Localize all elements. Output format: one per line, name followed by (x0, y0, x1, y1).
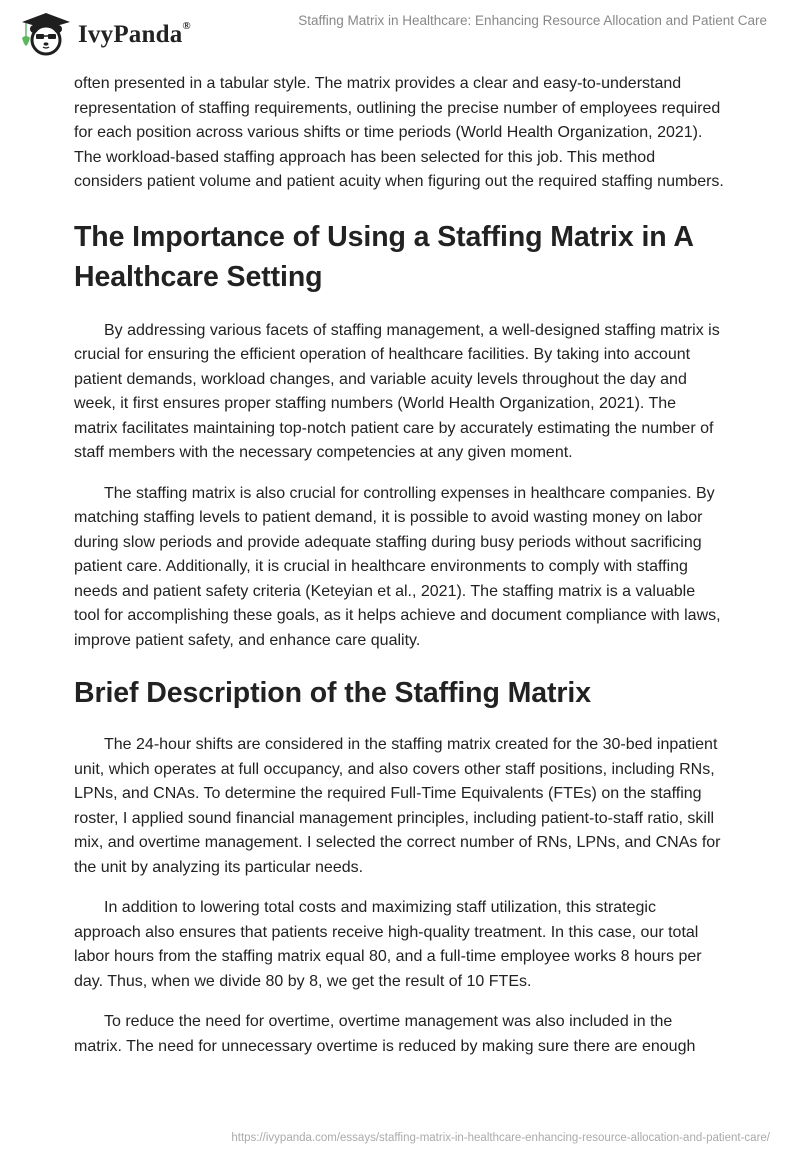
paragraph: In addition to lowering total costs and maximizing staff utilization, this strategic approach also ensures that patients receive high-quality treatment. In this case, our total labor hours from the staffing matrix equal 80, and a full-time employee works 8 hours per day. Thus, when we divide 80 by 8, we get the result of 10 FTEs. (74, 899, 702, 990)
essay-content (74, 72, 724, 1075)
paragraph: The 24-hour shifts are considered in the staffing matrix created for the 30-bed inpatient unit, which operates at full occupancy, and also covers other staff positions, including RNs, LPNs, and CNAs. To determine the required Full-Time Equivalents (FTEs) on the staffing roster, I applied sound financial management principles, including patient-to-staff ratio, skill mix, and overtime management. I selected the correct number of RNs, LPNs, and CNAs for the unit by analyzing its particular needs. (74, 736, 721, 876)
paragraph: The staffing matrix is also crucial for controlling expenses in healthcare companies. By matching staffing levels to patient demand, it is possible to avoid wasting money on labor during slow periods and provide adequate staffing during busy periods without sacrificing patient care. Additionally, it is crucial in healthcare environments to comply with staffing needs and patient safety criteria (Keteyian et al., 2021). The staffing matrix is a valuable tool for accomplishing these goals, as it helps achieve and document compliance with laws, improve patient safety, and enhance care quality. (74, 484, 721, 649)
ivypanda-logo[interactable] (18, 8, 191, 58)
panda-graduate-icon (18, 8, 74, 58)
document-title: Staffing Matrix in Healthcare: Enhancing Resource Allocation and Patient Care (298, 13, 767, 28)
section-heading-brief-description: Brief Description of the Staffing Matrix (74, 677, 591, 709)
page-header (0, 0, 800, 60)
paragraph: To reduce the need for overtime, overtime management was also included in the matrix. The need for unnecessary overtime is reduced by making sure there are enough (74, 1013, 696, 1055)
source-url-link[interactable]: https://ivypanda.com/essays/staffing-matrix-in-healthcare-enhancing-resource-allocation-and-patient-care/ (231, 1132, 770, 1144)
logo-wordmark (78, 21, 191, 49)
paragraph: By addressing various facets of staffing management, a well-designed staffing matrix is crucial for ensuring the efficient operation of healthcare facilities. By taking into account patient demands, workload changes, and variable acuity levels throughout the day and week, it first ensures proper staffing numbers (World Health Organization, 2021). The matrix facilitates maintaining top-notch patient care by accurately estimating the number of staff members with the necessary competencies at any given moment. (74, 321, 720, 461)
logo-text: IvyPanda (78, 21, 183, 48)
registered-mark: ® (182, 19, 191, 32)
intro-paragraph: often presented in a tabular style. The matrix provides a clear and easy-to-understand representation of staffing requirements, outlining the precise number of employees required for each position across various shifts or time periods (World Health Organization, 2021). The workload-based staffing approach has been selected for this job. This method considers patient volume and patient acuity when figuring out the required staffing numbers. (74, 75, 724, 190)
section-heading-importance: The Importance of Using a Staffing Matrix in A Healthcare Setting (74, 220, 693, 293)
